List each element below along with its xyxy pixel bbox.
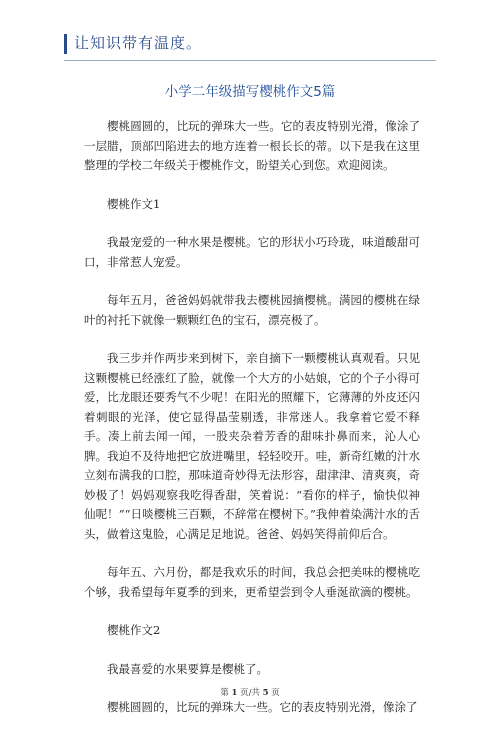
- body-paragraph: 我最宠爱的一种水果是樱桃。它的形状小巧玲珑，味道酸甜可口，非常惹人宠爱。: [84, 235, 420, 269]
- page-header: [0, 0, 500, 62]
- header-slogan: 让知识带有温度。: [74, 34, 203, 52]
- body-paragraph: 我三步并作两步来到树下，亲自摘下一颗樱桃认真观看。只见这颗樱桃已经涨红了脸，就像一个大方的小姑娘，它的个子小得可爱，比龙眼还要秀气不少呢！在阳光的照耀下，它薄薄的外皮还闪着刺眼的光泽，使它显得晶莹剔透，非常迷人。我拿着它爱不释手。凑上前去闻一闻，一股夹杂着芳香的甜味扑鼻而来，沁人心脾。我迫不及待地把它放进嘴里，轻轻咬开。哇，新奇红嫩的汁水立刻布满我的口腔，那味道奇妙得无法形容，甜津津、清爽爽，奇妙极了！妈妈观察我吃得香甜，笑着说：“看你的样子，愉快似神仙呢！”“日啖樱桃三百颗，不辞常在樱树下。”我伸着染满汁水的舌头，做着这鬼脸，心满足足地说。爸爸、妈妈笑得前仰后合。: [84, 351, 420, 541]
- footer-prefix: 第: [220, 688, 229, 698]
- document-title: 小学二年级描写樱桃作文5篇: [164, 84, 336, 100]
- section-heading-1: 樱桃作文1: [107, 196, 161, 211]
- body-paragraph: 樱桃圆圆的，比玩的弹珠大一些。它的表皮特别光滑，像涂了: [107, 700, 418, 714]
- page-footer: [0, 686, 500, 698]
- header-accent-bar: [64, 34, 67, 54]
- document-body: [84, 117, 420, 737]
- footer-suffix: 页: [271, 688, 280, 698]
- section-heading-2: 樱桃作文2: [107, 623, 161, 637]
- body-paragraph: 每年五、六月份，都是我欢乐的时间，我总会把美味的樱桃吃个够，我希望每年夏季的到来，更希望尝到令人垂涎欲滴的樱桃。: [84, 565, 420, 599]
- footer-middle: 页/共: [240, 688, 260, 698]
- body-paragraph: 我最喜爱的水果要算是樱桃了。: [107, 661, 268, 676]
- footer-page-number: 1: [231, 688, 238, 698]
- header-divider: [64, 60, 436, 61]
- intro-paragraph: 樱桃圆圆的，比玩的弹珠大一些。它的表皮特别光滑，像涂了一层腊，顶部凹陷进去的地方连着一根长长的蒂。以下是我在这里整理的学校二年级关于樱桃作文，盼望关心到您。欢迎阅读。: [84, 119, 420, 172]
- footer-total-pages: 5: [262, 688, 269, 698]
- body-paragraph: 每年五月，爸爸妈妈就带我去樱桃园摘樱桃。满园的樱桃在绿叶的衬托下就像一颗颗红色的宝石，漂亮极了。: [84, 293, 420, 327]
